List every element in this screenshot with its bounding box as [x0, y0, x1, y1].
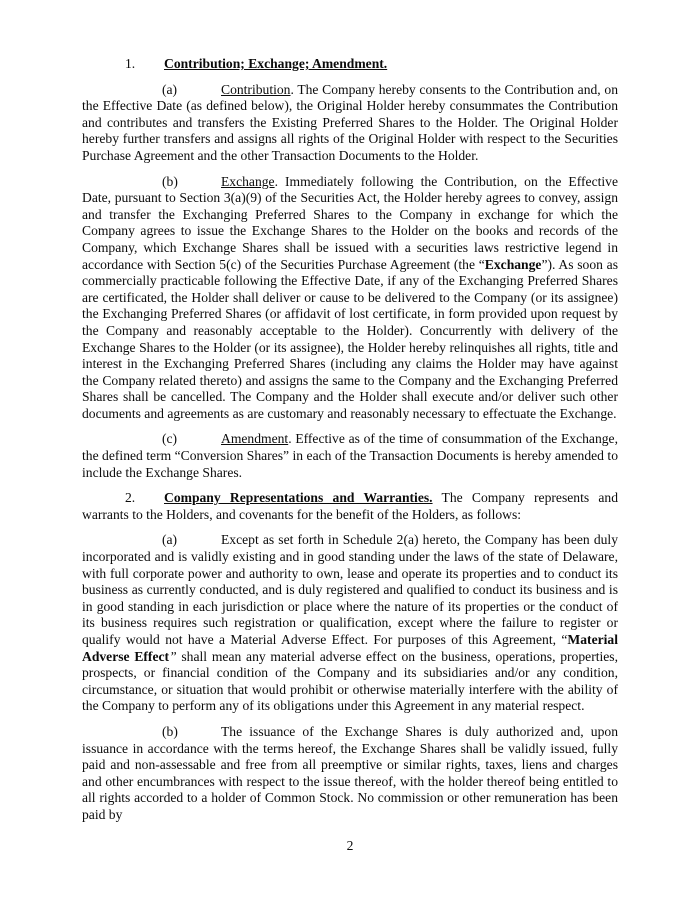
- paragraph-number: (a): [162, 81, 178, 97]
- text-run: Except as set forth in Schedule 2(a) hereto, the Company has been duly incorporated and is validly existing and in good standing under the laws of the state of Delaware, with full corporate power and authority to own, lease and operate its properties and to conduct its business as currently conducted, and is duly registered and qualified to conduct its business and is in good standing in each jurisdiction or place where the nature of its properties or the conduct of its business requires such registration or qualification, except where the failure to register or qualify would not have a Material Adverse Effect. For purposes of this Agreement, “: [82, 532, 618, 647]
- text-run: . Effective as of the time of consummation of the Exchange, the defined term “Conversion Shares” in each of the Transaction Documents is hereby amended to include the Exchange Shares.: [82, 431, 618, 480]
- para-1b-exchange: [82, 174, 618, 423]
- text-run: Exchange: [484, 256, 542, 272]
- paragraph-number: (c): [162, 431, 178, 447]
- document-body: [82, 56, 618, 833]
- paragraph-number: (b): [162, 723, 178, 739]
- paragraph-number: 2.: [125, 490, 136, 506]
- text-run: . The Company hereby consents to the Contribution and, on the Effective Date (as defined below), the Original Holder hereby consummates the Contribution and contributes and transfers the Existing Preferred Shares to the Holder. The Original Holder hereby further transfers and assigns all rights of the Original Holder with respect to the Securities Purchase Agreement and the other Transaction Documents to the Holder.: [82, 81, 618, 163]
- text-run: . Immediately following the Contribution, on the Effective Date, pursuant to Section 3(a)(9) of the Securities Act, the Holder hereby agrees to convey, assign and transfer the Exchanging Preferred Shares to the Company in exchange for which the Company agrees to issue the Exchange Shares to the Holder on the books and records of the Company, which Exchange Shares shall be issued with a securities laws restrictive legend in accordance with Section 5(c) of the Securities Purchase Agreement (the “: [82, 173, 618, 272]
- text-run: ”: [169, 648, 177, 664]
- text-run: shall mean any material adverse effect on the business, operations, properties, prospects, or financial condition of the Company and its subsidiaries and/or any condition, circumstance, or situation that would prohibit or otherwise materially interfere with the ability of the Company to perform any of its obligations under this Agreement in any material respect.: [82, 648, 618, 714]
- para-1a-contribution: [82, 82, 618, 165]
- para-1c-amendment: [82, 431, 618, 481]
- para-2b-issuance: [82, 724, 618, 824]
- text-run: Amendment: [221, 431, 289, 447]
- paragraph-number: 1.: [125, 56, 136, 71]
- text-run: Contribution; Exchange; Amendment.: [164, 56, 388, 71]
- text-run: Material Adverse Effect: [82, 632, 618, 664]
- page-footer: [0, 838, 700, 855]
- text-run: Company Representations and Warranties.: [164, 490, 433, 506]
- paragraph-number: (b): [162, 173, 178, 189]
- section-1-heading: [82, 56, 618, 73]
- paragraph-number: (a): [162, 532, 178, 548]
- text-run: The issuance of the Exchange Shares is duly authorized and, upon issuance in accordance with the terms hereof, the Exchange Shares shall be validly issued, fully paid and non-assessable and free from all preemptive or similar rights, taxes, liens and charges and other encumbrances with respect to the issue thereof, with the holder thereof being entitled to all rights accorded to a holder of Common Stock. No commission or other remuneration has been paid by: [82, 723, 618, 822]
- text-run: The Company represents and warrants to the Holders, and covenants for the benefit of the Holders, as follows:: [82, 490, 619, 522]
- text-run: ”). As soon as commercially practicable following the Effective Date, if any of the Exchanging Preferred Shares are certificated, the Holder shall deliver or cause to be delivered to the Company (or its assignee) the Exchanging Preferred Shares (or affidavit of lost certificate, in form provided upon request by the Company and reasonably acceptable to the Holder). Concurrently with delivery of the Exchange Shares to the Holder (or its assignee), the Holder hereby relinquishes all rights, title and interest in the Exchanging Preferred Shares (including any claims the Holder may have against the Company related thereto) and assigns the same to the Company and the Exchanging Preferred Shares shall be cancelled. The Company and the Holder shall execute and/or deliver such other documents and agreements as are customary and reasonably necessary to effectuate the Exchange.: [82, 256, 619, 421]
- para-2a-good-standing: [82, 532, 618, 715]
- section-2-heading: [82, 490, 618, 523]
- text-run: Contribution: [221, 81, 291, 97]
- text-run: Exchange: [221, 173, 275, 189]
- page-number: 2: [346, 838, 354, 853]
